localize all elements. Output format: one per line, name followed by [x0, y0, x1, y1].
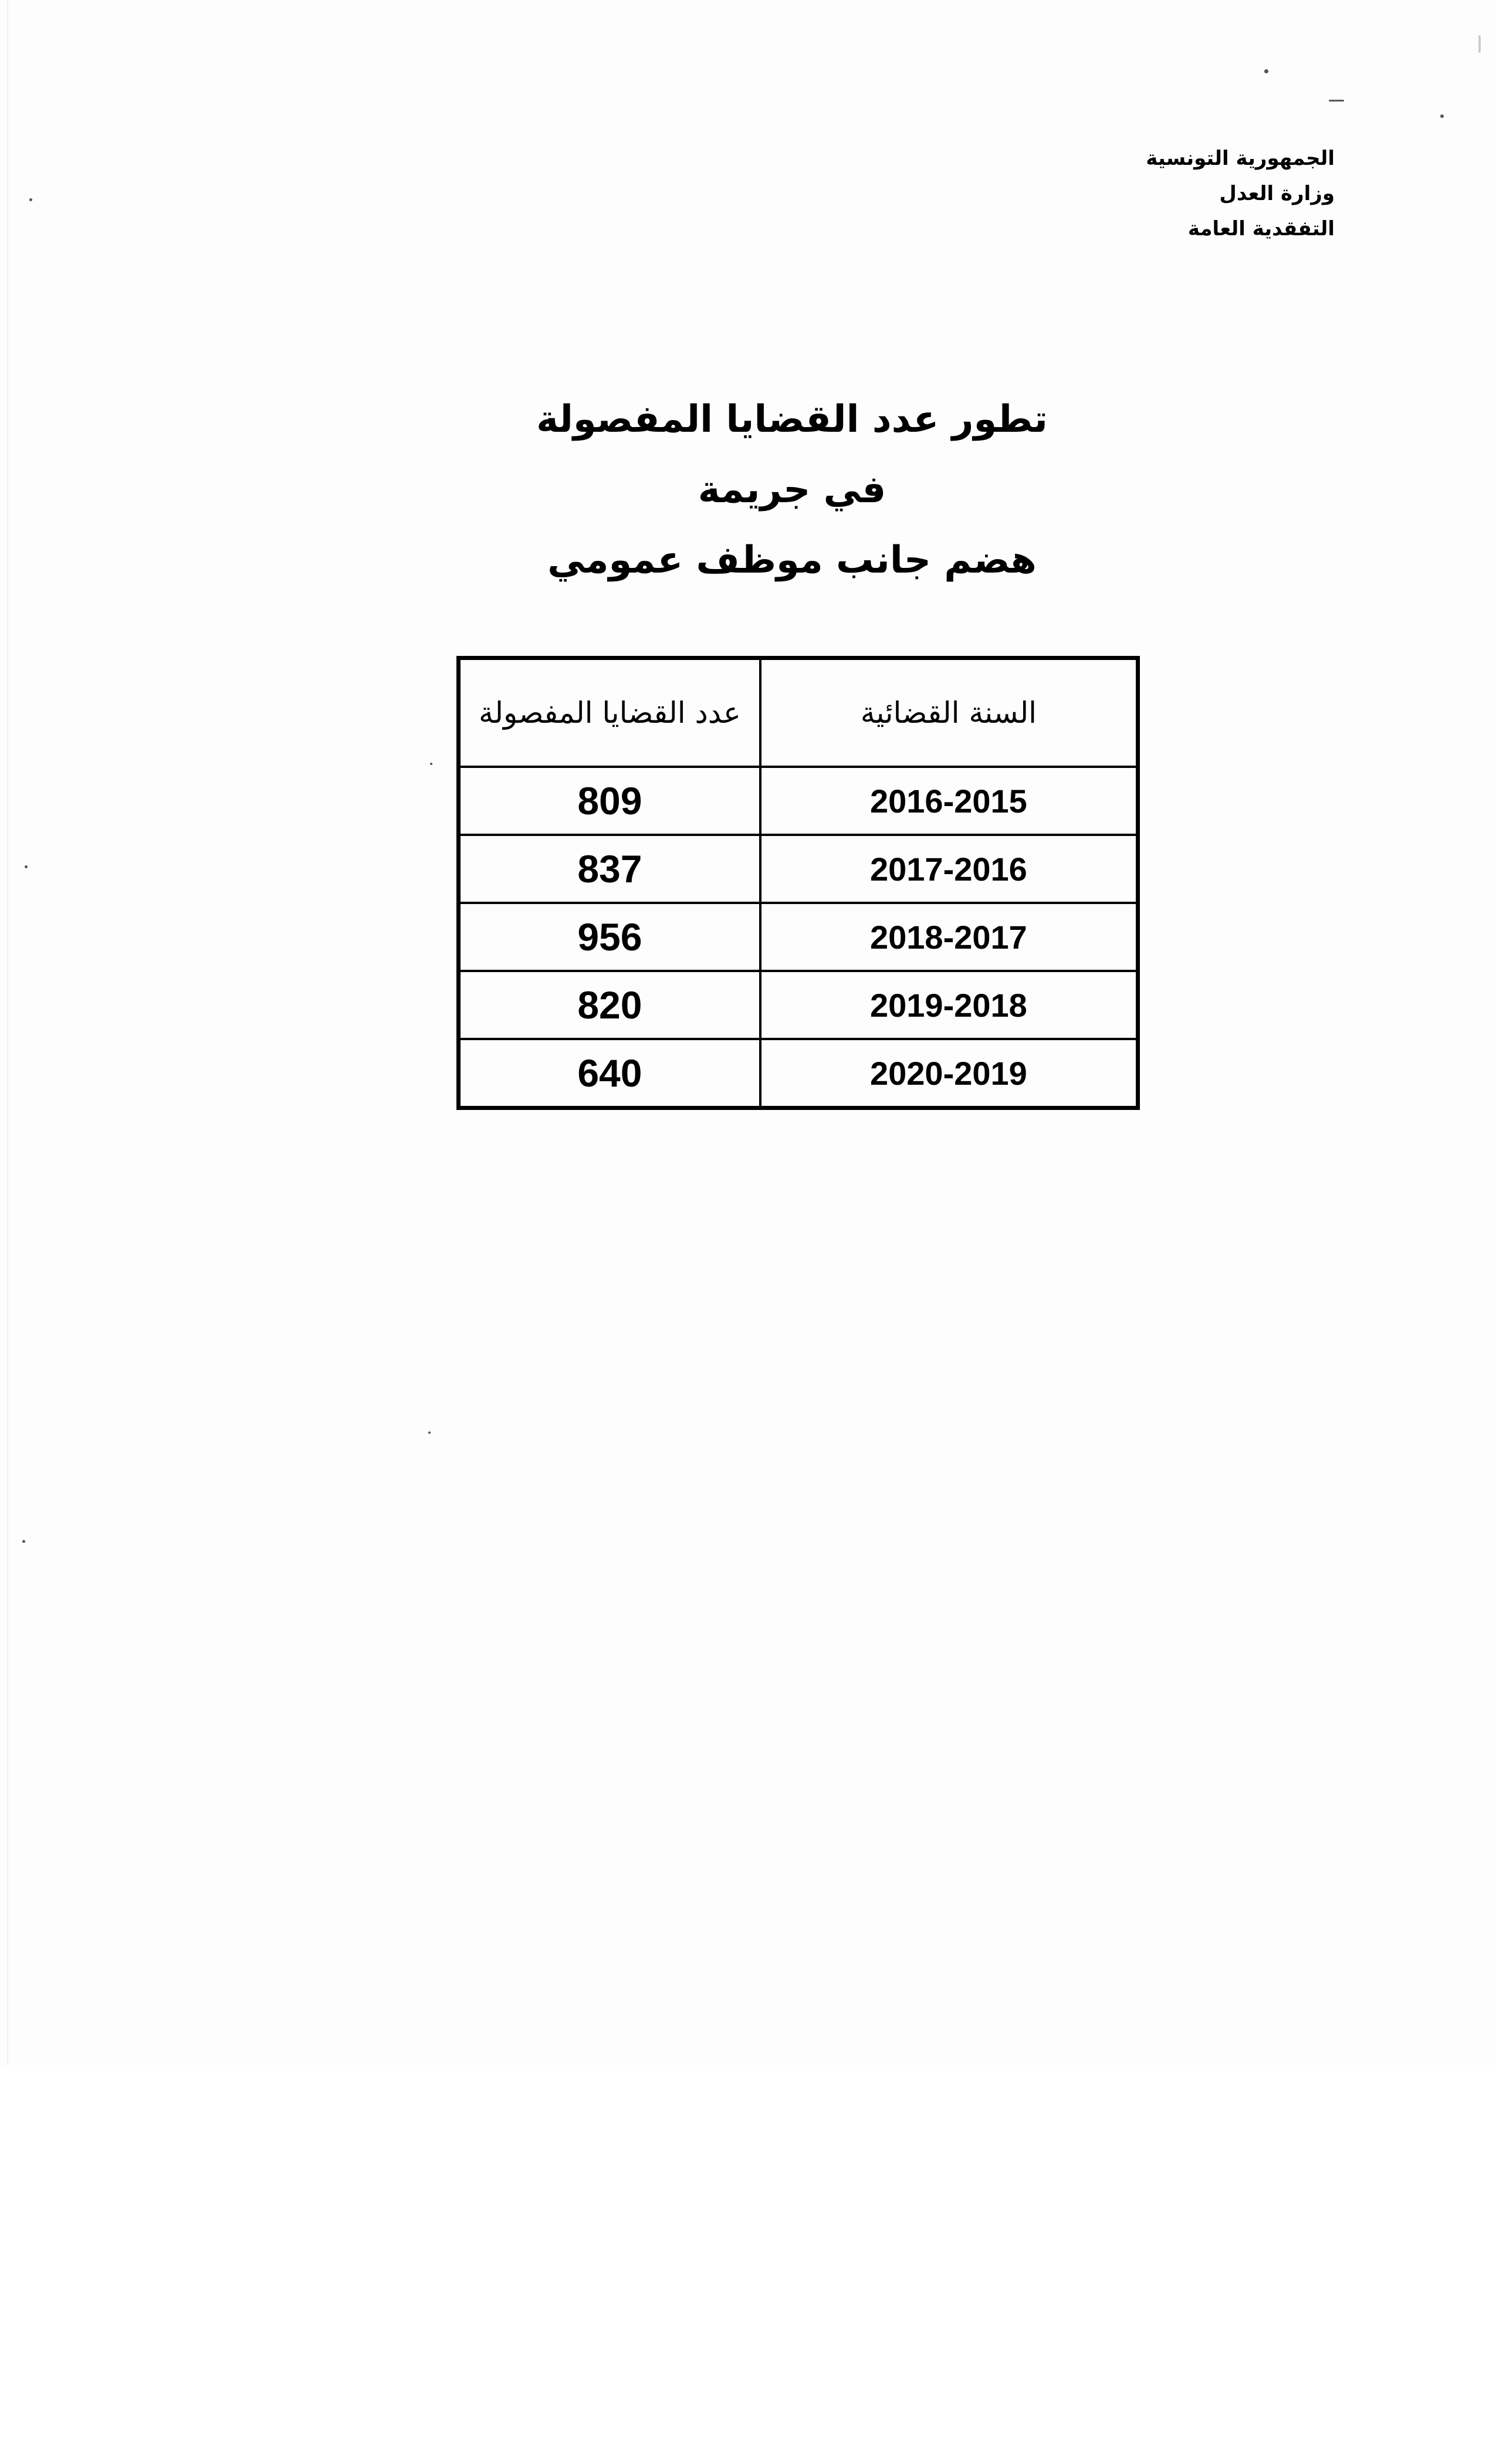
table-row	[459, 971, 1138, 1039]
scan-speck	[1264, 69, 1268, 73]
blank-margin	[0, 2065, 1496, 2464]
title-line-1: تطور عدد القضايا المفصولة	[536, 398, 1048, 441]
header-judicial-year: السنة القضائية	[760, 658, 1138, 767]
scan-speck	[1440, 114, 1444, 118]
scan-speck	[22, 1540, 25, 1543]
letterhead-country: الجمهورية التونسية	[1146, 147, 1335, 170]
row-year: 2018-2017	[760, 903, 1138, 971]
row-year: 2020-2019	[760, 1039, 1138, 1108]
scan-speck	[430, 763, 432, 765]
row-year: 2017-2016	[760, 835, 1138, 903]
row-count: 956	[459, 903, 760, 971]
scan-speck	[1478, 35, 1481, 53]
table-row	[459, 903, 1138, 971]
document-title	[499, 384, 1085, 595]
row-count: 809	[459, 767, 760, 835]
letterhead-department: التفقدية العامة	[1187, 217, 1335, 241]
cases-table	[456, 656, 1140, 1110]
scan-speck	[25, 865, 28, 868]
scan-speck	[428, 1431, 431, 1434]
table-row	[459, 767, 1138, 835]
table-row	[459, 1039, 1138, 1108]
title-line-2: في جريمة	[698, 468, 886, 512]
row-count: 820	[459, 971, 760, 1039]
scan-speck	[1329, 100, 1344, 101]
scan-edge	[7, 0, 8, 2065]
header-cases-count: عدد القضايا المفصولة	[459, 658, 760, 767]
row-year: 2019-2018	[760, 971, 1138, 1039]
title-line-3: هضم جانب موظف عمومي	[547, 539, 1037, 582]
row-year: 2016-2015	[760, 767, 1138, 835]
letterhead-ministry: وزارة العدل	[1219, 182, 1335, 205]
table-header-row	[459, 658, 1138, 767]
scan-speck	[29, 198, 32, 201]
table-row	[459, 835, 1138, 903]
letterhead	[1146, 141, 1335, 246]
row-count: 837	[459, 835, 760, 903]
row-count: 640	[459, 1039, 760, 1108]
